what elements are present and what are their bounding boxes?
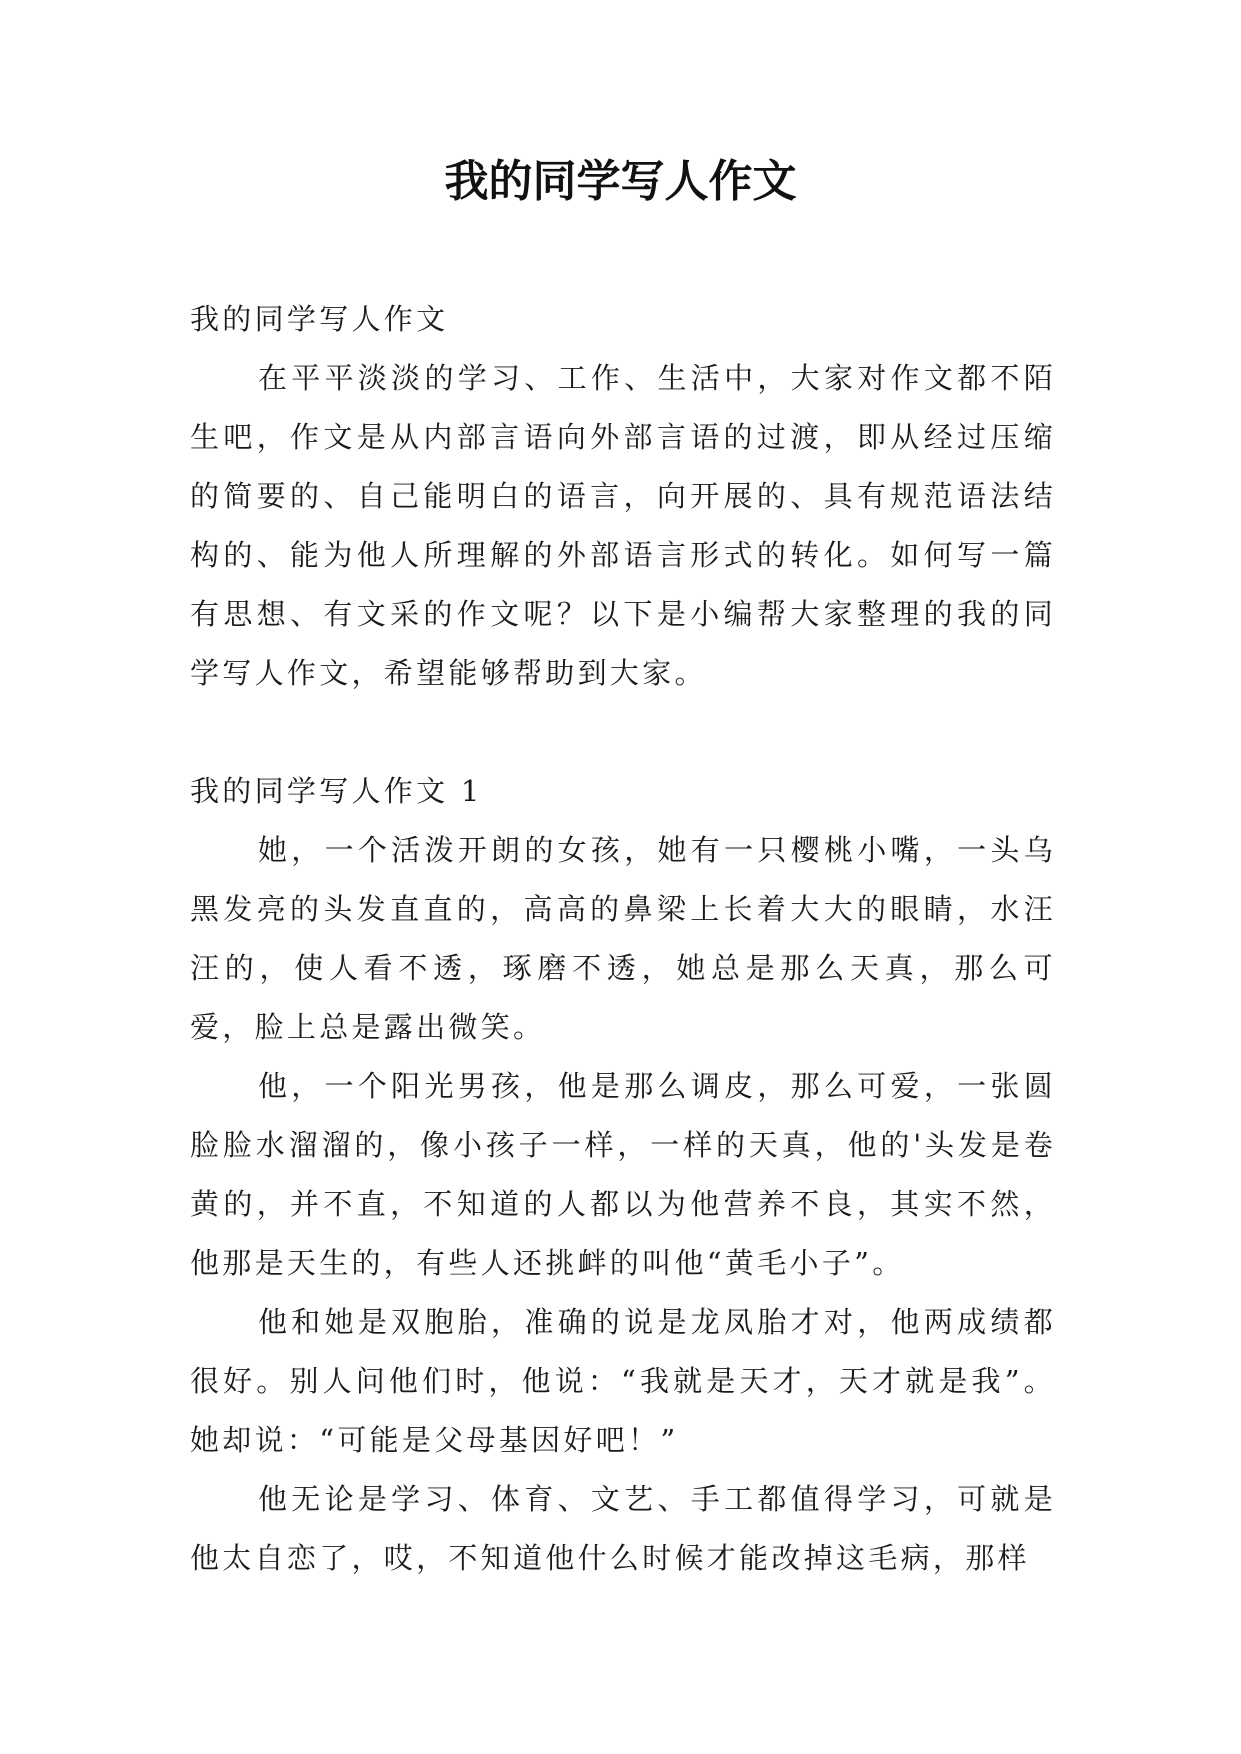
section1-heading: 我的同学写人作文 1 (190, 774, 483, 808)
intro-paragraph: 在平平淡淡的学习、工作、生活中，大家对作文都不陌生吧，作文是从内部言语向外部言语的过渡，即从经过压缩的简要的、自己能明白的语言，向开展的、具有规范语法结构的、能为他人所理解的外部语言形式的转化。如何写一篇有思想、有文采的作文呢？以下是小编帮大家整理的我的同学写人作文，希望能够帮助到大家。 (190, 361, 1056, 690)
section1-paragraph-3: 他和她是双胞胎，准确的说是龙凤胎才对，他两成绩都很好。别人问他们时，他说：“我就是天才，天才就是我”。她却说：“可能是父母基因好吧！” (190, 1305, 1056, 1457)
intro-heading: 我的同学写人作文 (190, 302, 449, 336)
section1-paragraph-1: 她，一个活泼开朗的女孩，她有一只樱桃小嘴，一头乌黑发亮的头发直直的，高高的鼻梁上长着大大的眼睛，水汪汪的，使人看不透，琢磨不透，她总是那么天真，那么可爱，脸上总是露出微笑。 (190, 833, 1056, 1044)
document-title: 我的同学写人作文 (444, 156, 797, 207)
section1-paragraph-2: 他，一个阳光男孩，他是那么调皮，那么可爱，一张圆脸脸水溜溜的，像小孩子一样，一样的天真，他的'头发是卷黄的，并不直，不知道的人都以为他营养不良，其实不然，他那是天生的，有些人还挑衅的叫他“黄毛小子”。 (190, 1069, 1056, 1280)
section1-paragraph-4: 他无论是学习、体育、文艺、手工都值得学习，可就是他太自恋了，哎，不知道他什么时候才能改掉这毛病，那样 (190, 1482, 1056, 1575)
document-body (190, 290, 1056, 1588)
section-gap (190, 703, 1056, 762)
